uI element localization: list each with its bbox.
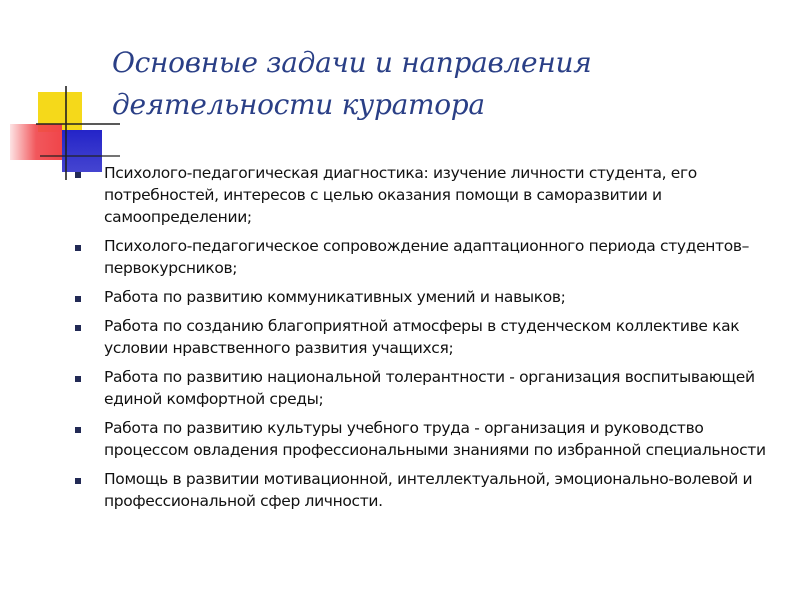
square-bullet-icon	[75, 296, 81, 302]
color-blocks-icon	[0, 0, 120, 180]
slide-title	[112, 42, 772, 126]
bullet-text: Работа по развитию культуры учебного труда - организация и руководство процессом овладения профессиональными знаниями по избранной специальности	[104, 419, 766, 459]
bullet-text: Работа по развитию коммуникативных умений и навыков;	[104, 288, 566, 306]
bullet-text: Работа по созданию благоприятной атмосферы в студенческом коллективе как условии нравственного развития учащихся;	[104, 317, 740, 357]
bullet-list	[75, 162, 775, 519]
bullet-text: Психолого-педагогическая диагностика: изучение личности студента, его потребностей, интересов с целью оказания помощи в саморазвитии и самоопределении;	[104, 164, 697, 226]
slide-title-line-2: деятельности куратора	[112, 88, 485, 121]
bullet-item-communication	[75, 286, 775, 308]
bullet-text: Работа по развитию национальной толерантности - организация воспитывающей единой комфортной среды;	[104, 368, 755, 408]
square-bullet-icon	[75, 172, 81, 178]
square-bullet-icon	[75, 325, 81, 331]
square-bullet-icon	[75, 478, 81, 484]
bullet-text: Помощь в развитии мотивационной, интеллектуальной, эмоционально-волевой и профессиональной сфер личности.	[104, 470, 753, 510]
bullet-item-study-culture	[75, 417, 775, 461]
bullet-item-adaptation	[75, 235, 775, 279]
slide-title-line-1: Основные задачи и направления	[112, 46, 592, 79]
square-bullet-icon	[75, 376, 81, 382]
bullet-item-tolerance	[75, 366, 775, 410]
bullet-item-atmosphere	[75, 315, 775, 359]
bullet-text: Психолого-педагогическое сопровождение адаптационного периода студентов–первокурсников;	[104, 237, 750, 277]
deco-red-block	[10, 124, 62, 160]
square-bullet-icon	[75, 245, 81, 251]
bullet-item-diagnostics	[75, 162, 775, 228]
bullet-item-development-help	[75, 468, 775, 512]
square-bullet-icon	[75, 427, 81, 433]
